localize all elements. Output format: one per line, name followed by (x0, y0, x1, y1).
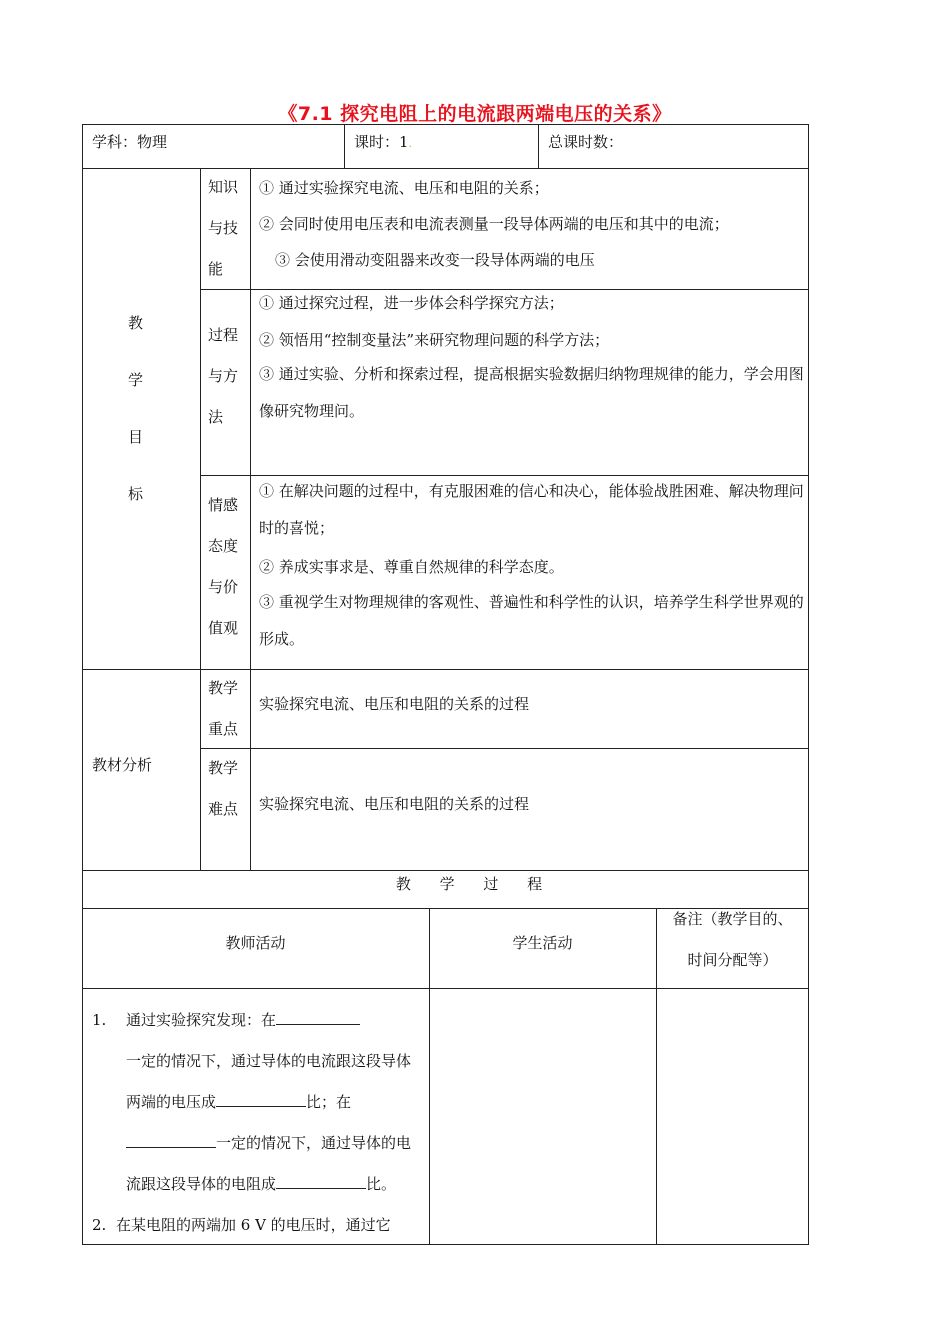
emotion-item: ③ 重视学生对物理规律的客观性、普遍性和科学性的认识，培养学生科学世界观的形成。 (259, 593, 804, 648)
process-label: 过程 与方 法 (208, 326, 239, 426)
header-divider-2 (538, 124, 539, 169)
emotion-label: 情感 态度 与价 值观 (208, 496, 239, 637)
blank-field (126, 1130, 216, 1148)
question-1-body: 一定的情况下，通过导体的电流跟这段导体两端的电压成 比；在一定的情况下，通过导体的电流跟这段导体的电阻成 比。 (126, 1052, 412, 1193)
blank-field (216, 1089, 306, 1107)
question-1-line: 1. 通过实验探究发现：在 (92, 1000, 422, 1041)
notes-header: 备注（教学目的、 时间分配等） (672, 910, 793, 969)
subject-label: 学科：物理 (92, 133, 168, 151)
question-2-line: 2. 在某电阻的两端加 6 V 的电压时，通过它 (92, 1216, 391, 1234)
objectives-label-char: 学 (128, 371, 144, 389)
knowledge-item: ② 会同时使用电压表和电流表测量一段导体两端的电压和其中的电流； (259, 215, 729, 233)
blank-field (276, 1171, 366, 1189)
analysis-col-line-1 (200, 669, 201, 871)
emotion-item: ② 养成实事求是、尊重自然规律的科学态度。 (259, 558, 564, 576)
objectives-col-line-1 (200, 168, 201, 670)
knowledge-item: ③ 会使用滑动变阻器来改变一段导体两端的电压 (275, 251, 595, 269)
student-activity-header: 学生活动 (512, 934, 573, 952)
process-item: ③ 通过实验、分析和探索过程，提高根据实验数据归纳物理规律的能力，学会用图像研究物理问。 (259, 365, 804, 420)
teacher-activity-header: 教师活动 (225, 934, 286, 952)
emotion-item: ① 在解决问题的过程中，有克服困难的信心和决心，能体验战胜困难、解决物理问时的喜悦； (259, 482, 804, 537)
analysis-row-line (200, 748, 809, 749)
difficulty-label: 教学 难点 (208, 759, 239, 818)
blank-field (276, 1007, 360, 1025)
objectives-row-line-1 (200, 289, 809, 290)
analysis-col-line-2 (250, 669, 251, 871)
key-point-label: 教学 重点 (208, 679, 239, 738)
objectives-label-char: 教 (128, 314, 144, 332)
process-item: ① 通过探究过程，进一步体会科学探究方法； (259, 294, 564, 312)
process-item: ② 领悟用“控制变量法”来研究物理问题的科学方法； (259, 331, 610, 349)
knowledge-label: 知识 与技 能 (208, 178, 239, 278)
total-periods-label: 总课时数： (548, 133, 624, 151)
key-point-text: 实验探究电流、电压和电阻的关系的过程 (259, 695, 530, 713)
teacher-activity-content (92, 1000, 422, 1246)
difficulty-text: 实验探究电流、电压和电阻的关系的过程 (259, 795, 530, 813)
process-header: 教 学 过 程 (395, 875, 555, 893)
analysis-label: 教材分析 (92, 756, 153, 774)
objectives-label-char: 标 (128, 485, 144, 503)
objectives-label (128, 312, 158, 540)
knowledge-item: ① 通过实验探究电流、电压和电阻的关系； (259, 179, 549, 197)
page-title: 《7.1 探究电阻上的电流跟两端电压的关系》 (278, 103, 672, 125)
objectives-col-line-2 (250, 168, 251, 670)
objectives-label-char: 目 (128, 428, 144, 446)
header-row (82, 124, 809, 169)
header-divider-1 (344, 124, 345, 169)
period-label: 课时：1. (354, 133, 413, 151)
